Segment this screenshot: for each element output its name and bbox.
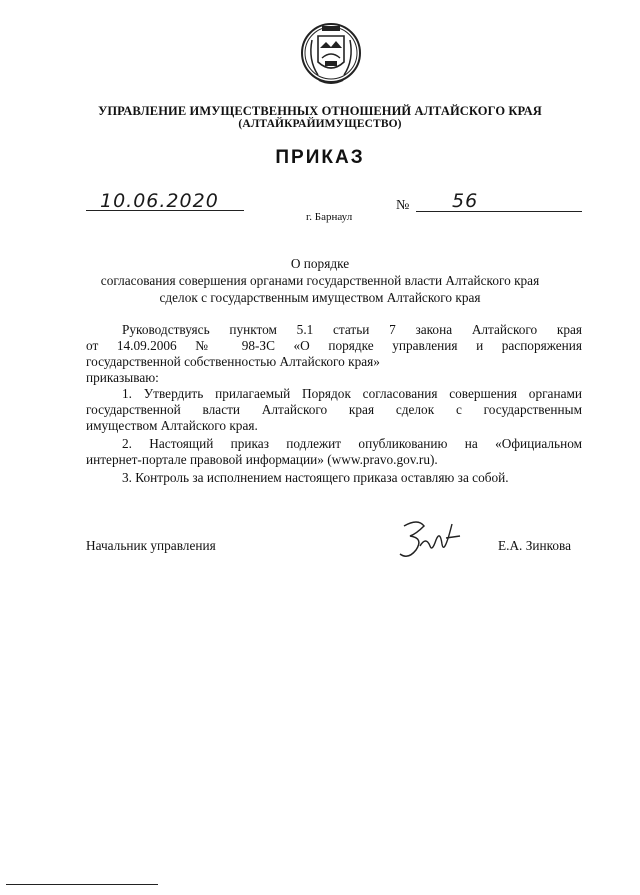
coat-of-arms-icon <box>298 20 364 90</box>
city: г. Барнаул <box>306 211 353 223</box>
item-1-line-1: 1. Утвердить прилагаемый Порядок согласования совершения органами <box>122 386 582 401</box>
item-1-line-2: государственной власти Алтайского края сделок с государственным <box>86 402 582 417</box>
item-1-line-3: имуществом Алтайского края. <box>86 418 258 433</box>
subject-line-1: О порядке <box>290 256 350 271</box>
preamble-line-3: государственной собственностью Алтайского края» <box>86 354 380 369</box>
document-type-title: ПРИКАЗ <box>275 147 365 168</box>
item-2-line-2: интернет-портале правовой информации» (www.pravo.gov.ru). <box>86 452 438 467</box>
number-sign: № <box>396 198 410 213</box>
subject-line-3: сделок с государственным имуществом Алтайского края <box>159 290 481 305</box>
handwritten-signature <box>396 516 466 564</box>
footer-rule <box>6 884 158 885</box>
handwritten-number: 56 <box>452 190 479 212</box>
organization-short-name: (АЛТАЙКРАЙИМУЩЕСТВО) <box>238 118 402 130</box>
order-word: приказываю: <box>86 370 159 385</box>
subject-line-2: согласования совершения органами государственной власти Алтайского края <box>100 273 540 288</box>
signatory-position: Начальник управления <box>86 538 216 553</box>
preamble-line-2: от 14.09.2006 № 98-ЗС «О порядке управления и распоряжения <box>86 338 582 353</box>
item-2-line-1: 2. Настоящий приказ подлежит опубликованию на «Официальном <box>122 436 582 451</box>
item-3: 3. Контроль за исполнением настоящего приказа оставляю за собой. <box>122 470 509 485</box>
organization-name: УПРАВЛЕНИЕ ИМУЩЕСТВЕННЫХ ОТНОШЕНИЙ АЛТАЙСКОГО КРАЯ <box>98 104 542 118</box>
handwritten-date: 10.06.2020 <box>100 190 219 212</box>
number-underline <box>416 211 582 212</box>
signatory-name: Е.А. Зинкова <box>498 538 572 553</box>
preamble-line-1: Руководствуясь пунктом 5.1 статьи 7 закона Алтайского края <box>122 322 582 337</box>
